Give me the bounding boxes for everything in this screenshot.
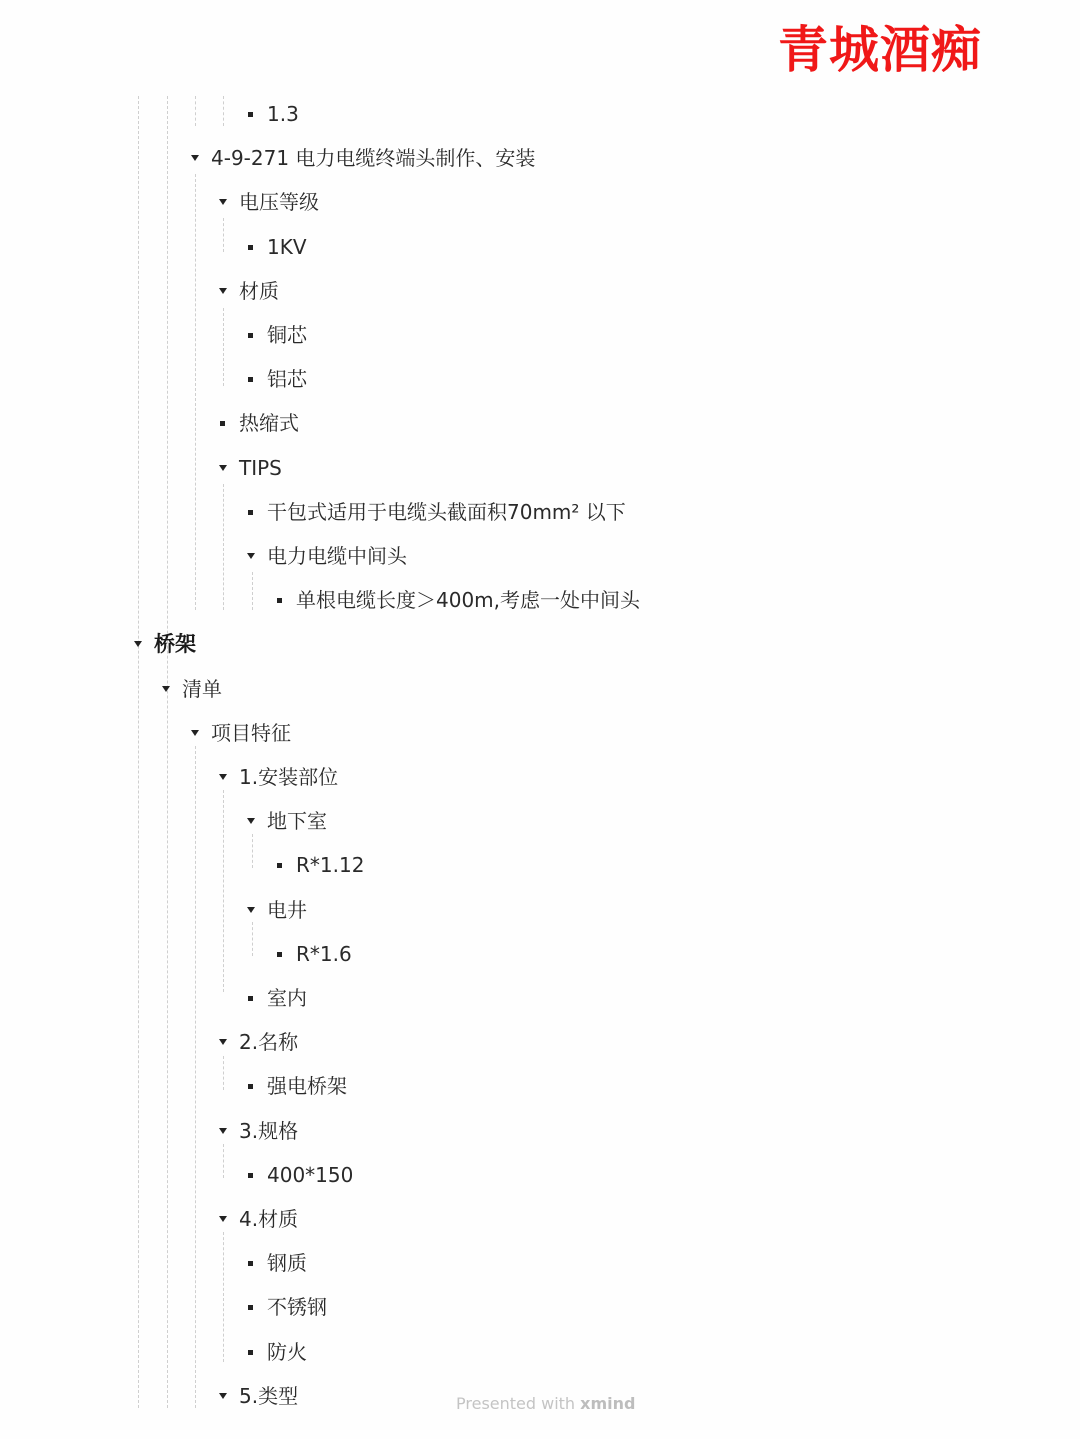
topic-label: 电压等级	[239, 190, 319, 214]
topic-label: 400*150	[267, 1163, 354, 1187]
topic-label: 材质	[239, 279, 279, 303]
topic-label: 4.材质	[239, 1207, 299, 1231]
collapse-caret-icon[interactable]	[217, 187, 239, 217]
bullet-icon	[245, 983, 267, 1013]
collapse-caret-icon[interactable]	[189, 718, 211, 748]
outline-item[interactable]	[245, 497, 626, 527]
topic-label: 1KV	[267, 235, 307, 259]
collapse-caret-icon[interactable]	[132, 629, 154, 659]
outline-topic[interactable]	[245, 806, 327, 836]
outline-topic[interactable]	[245, 541, 407, 571]
collapse-caret-icon[interactable]	[217, 1381, 239, 1411]
watermark-brand: 青城酒痴	[778, 21, 982, 79]
topic-label: 2.名称	[239, 1030, 299, 1054]
topic-label: 室内	[267, 986, 307, 1010]
outline-item[interactable]	[217, 408, 299, 438]
bullet-icon	[274, 850, 296, 880]
topic-label: 5.类型	[239, 1384, 299, 1408]
topic-label: 不锈钢	[267, 1295, 327, 1319]
outline-item[interactable]	[274, 585, 640, 615]
outline-item[interactable]	[245, 1160, 353, 1190]
topic-label: 防火	[267, 1340, 307, 1364]
collapse-caret-icon[interactable]	[160, 674, 182, 704]
outline-topic[interactable]	[217, 1027, 298, 1057]
topic-label: 1.安装部位	[239, 765, 339, 789]
outline-topic[interactable]	[132, 629, 196, 659]
topic-label: 单根电缆长度＞400m,考虑一处中间头	[296, 588, 641, 612]
outline-topic[interactable]	[217, 453, 282, 483]
topic-label: TIPS	[239, 456, 282, 480]
bullet-icon	[245, 1337, 267, 1367]
collapse-caret-icon[interactable]	[245, 895, 267, 925]
outline-item[interactable]	[245, 983, 307, 1013]
collapse-caret-icon[interactable]	[245, 541, 267, 571]
outline-item[interactable]	[245, 1337, 307, 1367]
outline-item[interactable]	[274, 850, 364, 880]
bullet-icon	[274, 585, 296, 615]
collapse-caret-icon[interactable]	[217, 1116, 239, 1146]
topic-label: 电力电缆中间头	[267, 544, 407, 568]
topic-label: 强电桥架	[267, 1074, 347, 1098]
outline-topic[interactable]	[217, 1381, 298, 1411]
outline-item[interactable]	[245, 320, 307, 350]
collapse-caret-icon[interactable]	[217, 1027, 239, 1057]
outline-topic[interactable]	[217, 276, 279, 306]
outline-topic[interactable]	[189, 718, 291, 748]
collapse-caret-icon[interactable]	[189, 143, 211, 173]
xmind-logo-text: xmind	[580, 1394, 636, 1413]
topic-label: 4-9-271 电力电缆终端头制作、安装	[211, 146, 536, 170]
bullet-icon	[217, 408, 239, 438]
topic-label: 铝芯	[267, 367, 307, 391]
outline-topic[interactable]	[245, 895, 307, 925]
outline-item[interactable]	[245, 232, 307, 262]
collapse-caret-icon[interactable]	[217, 276, 239, 306]
outline-topic[interactable]	[217, 1204, 298, 1234]
outline-item[interactable]	[245, 1292, 327, 1322]
topic-label: 项目特征	[211, 721, 291, 745]
topic-label: 桥架	[154, 632, 196, 656]
topic-label: 3.规格	[239, 1119, 299, 1143]
bullet-icon	[245, 1071, 267, 1101]
topic-label: 地下室	[267, 809, 327, 833]
collapse-caret-icon[interactable]	[217, 1204, 239, 1234]
topic-label: 干包式适用于电缆头截面积70mm² 以下	[267, 500, 626, 524]
collapse-caret-icon[interactable]	[217, 453, 239, 483]
bullet-icon	[245, 364, 267, 394]
outline-item[interactable]	[245, 1071, 347, 1101]
bullet-icon	[245, 320, 267, 350]
topic-label: 铜芯	[267, 323, 307, 347]
collapse-caret-icon[interactable]	[217, 762, 239, 792]
topic-label: R*1.6	[296, 942, 352, 966]
footer-prefix: Presented with	[456, 1394, 576, 1413]
bullet-icon	[274, 939, 296, 969]
outline-item[interactable]	[274, 939, 352, 969]
outline-topic[interactable]	[217, 187, 319, 217]
bullet-icon	[245, 232, 267, 262]
bullet-icon	[245, 1160, 267, 1190]
outline-item[interactable]	[245, 364, 307, 394]
presented-with-footer	[456, 1394, 635, 1413]
topic-label: R*1.12	[296, 853, 365, 877]
collapse-caret-icon[interactable]	[245, 806, 267, 836]
topic-label: 钢质	[267, 1251, 307, 1275]
outline-topic[interactable]	[217, 1116, 298, 1146]
topic-label: 清单	[182, 677, 222, 701]
bullet-icon	[245, 99, 267, 129]
topic-label: 电井	[267, 898, 307, 922]
outline-topic[interactable]	[189, 143, 535, 173]
outline-topic[interactable]	[217, 762, 338, 792]
topic-label: 1.3	[267, 102, 299, 126]
outline-item[interactable]	[245, 1248, 307, 1278]
topic-label: 热缩式	[239, 411, 299, 435]
bullet-icon	[245, 1248, 267, 1278]
outline-topic[interactable]	[160, 674, 222, 704]
outline-item[interactable]	[245, 99, 299, 129]
bullet-icon	[245, 497, 267, 527]
bullet-icon	[245, 1292, 267, 1322]
